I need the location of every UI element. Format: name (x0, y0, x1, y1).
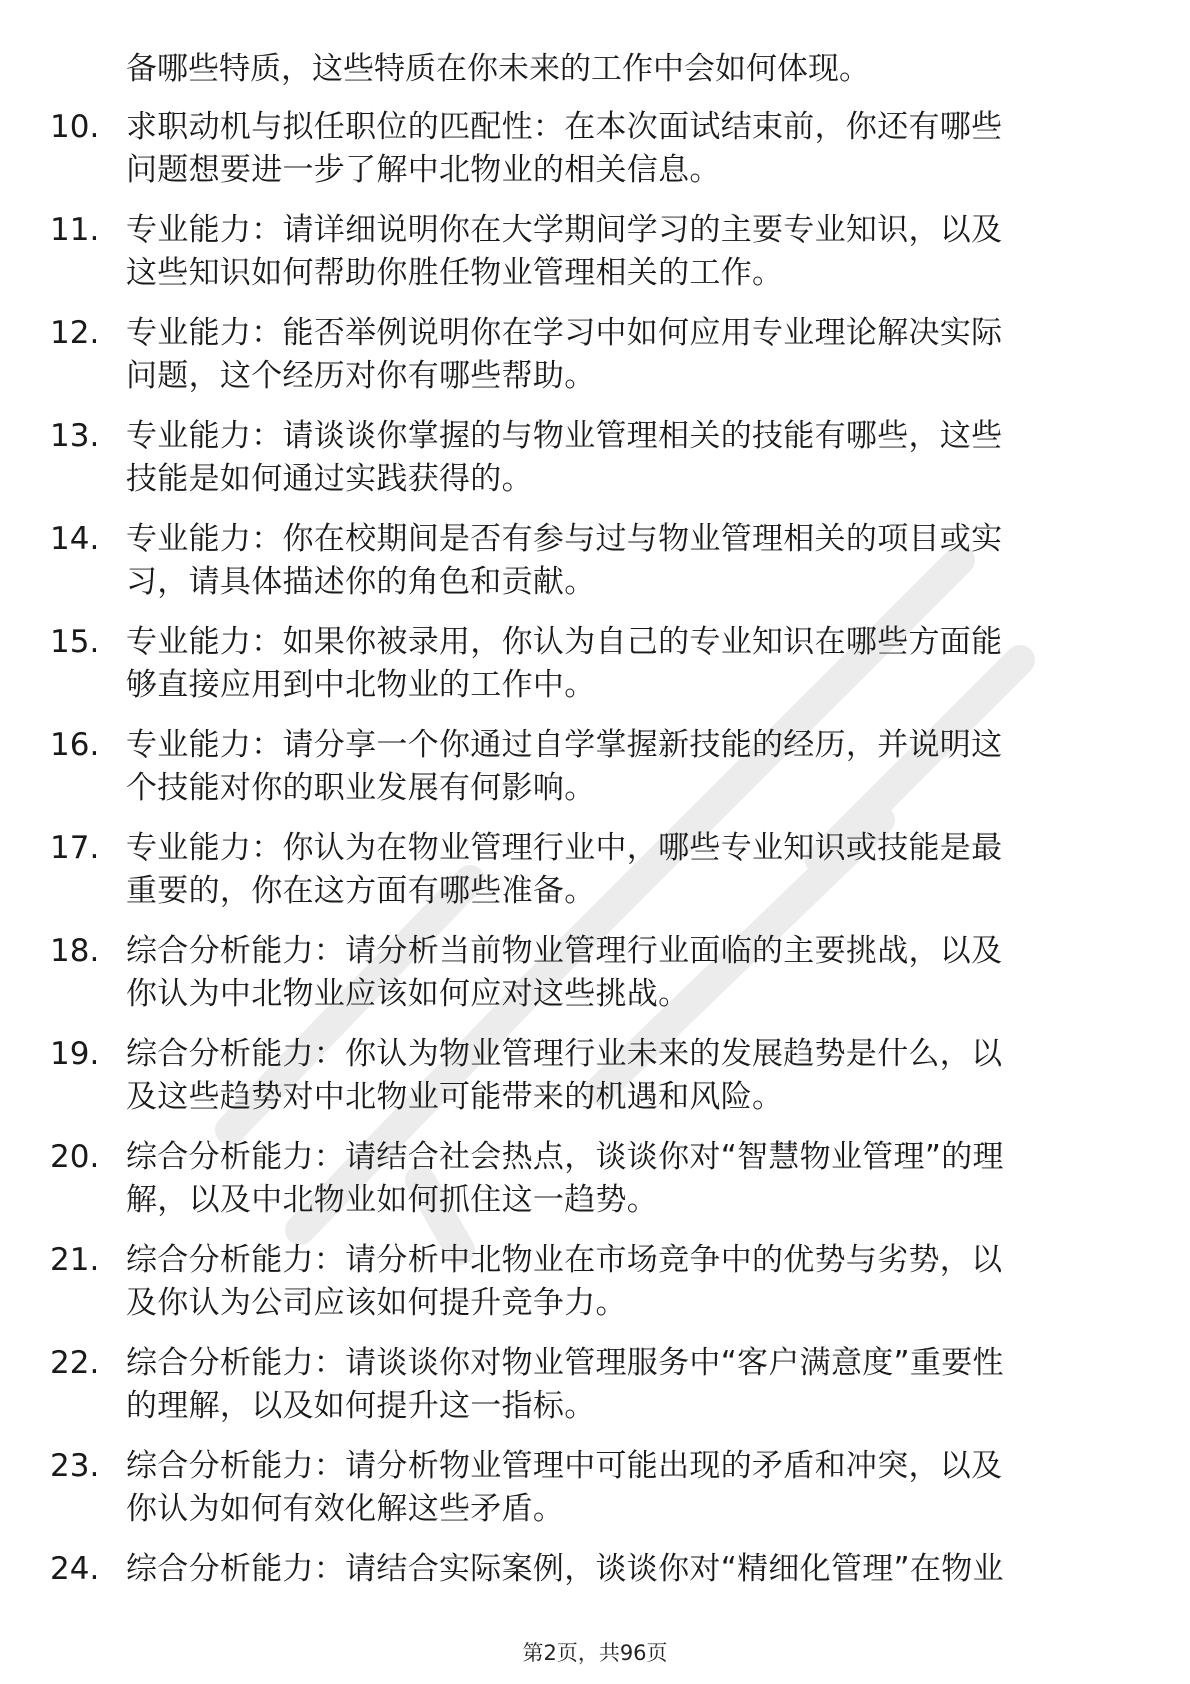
item-text: 专业能力：请谈谈你掌握的与物业管理相关的技能有哪些，这些 技能是如何通过实践获得的。 (126, 418, 1003, 497)
list-item (0, 1445, 1190, 1548)
list-item (0, 1548, 1190, 1651)
item-number: 14. (50, 521, 100, 557)
list-item (0, 930, 1190, 1033)
list-item (0, 106, 1190, 209)
item-number: 16. (50, 727, 100, 763)
item-number: 13. (50, 418, 100, 454)
list-item (0, 518, 1190, 621)
item-text: 综合分析能力：请分析物业管理中可能出现的矛盾和冲突，以及 你认为如何有效化解这些矛盾。 (126, 1448, 1003, 1527)
item-text: 综合分析能力：请结合实际案例，谈谈你对“精细化管理”在物业 (126, 1551, 1004, 1587)
item-text: 专业能力：请详细说明你在大学期间学习的主要专业知识，以及 这些知识如何帮助你胜任物业管理相关的工作。 (126, 212, 1003, 291)
item-number: 24. (50, 1551, 100, 1587)
list-item (0, 724, 1190, 827)
list-item (0, 1239, 1190, 1342)
item-text: 专业能力：你认为在物业管理行业中，哪些专业知识或技能是最 重要的，你在这方面有哪些准备。 (126, 830, 1003, 909)
item-number: 18. (50, 933, 100, 969)
list-item (0, 312, 1190, 415)
page-footer: 第2页，共96页 (522, 1641, 668, 1665)
item-number: 22. (50, 1345, 100, 1381)
item-number: 15. (50, 624, 100, 660)
list-item (0, 1033, 1190, 1136)
list-item (0, 209, 1190, 312)
item-number: 10. (50, 109, 100, 145)
item-text: 综合分析能力：请结合社会热点，谈谈你对“智慧物业管理”的理 解，以及中北物业如何抓住这一趋势。 (126, 1139, 1004, 1218)
item-text: 综合分析能力：你认为物业管理行业未来的发展趋势是什么，以 及这些趋势对中北物业可能带来的机遇和风险。 (126, 1036, 1003, 1115)
list-item (0, 415, 1190, 518)
list-item (0, 827, 1190, 930)
item-text: 专业能力：如果你被录用，你认为自己的专业知识在哪些方面能 够直接应用到中北物业的工作中。 (126, 624, 1003, 703)
item-number: 21. (50, 1242, 100, 1278)
item-number: 19. (50, 1036, 100, 1072)
question-list (0, 106, 1190, 1651)
item-text: 综合分析能力：请分析当前物业管理行业面临的主要挑战，以及 你认为中北物业应该如何应对这些挑战。 (126, 933, 1003, 1012)
list-item (0, 1136, 1190, 1239)
item-text: 专业能力：能否举例说明你在学习中如何应用专业理论解决实际 问题，这个经历对你有哪些帮助。 (126, 315, 1003, 394)
item-number: 23. (50, 1448, 100, 1484)
item-text: 求职动机与拟任职位的匹配性：在本次面试结束前，你还有哪些 问题想要进一步了解中北物业的相关信息。 (126, 109, 1003, 188)
item-text: 综合分析能力：请谈谈你对物业管理服务中“客户满意度”重要性 的理解，以及如何提升这一指标。 (126, 1345, 1004, 1424)
item-text: 综合分析能力：请分析中北物业在市场竞争中的优势与劣势，以 及你认为公司应该如何提升竞争力。 (126, 1242, 1003, 1321)
item-text: 专业能力：你在校期间是否有参与过与物业管理相关的项目或实 习，请具体描述你的角色和贡献。 (126, 521, 1003, 600)
item-number: 17. (50, 830, 100, 866)
list-item (0, 621, 1190, 724)
item-number: 11. (50, 212, 100, 248)
item-number: 20. (50, 1139, 100, 1175)
continuation-text: 备哪些特质，这些特质在你未来的工作中会如何体现。 (126, 51, 870, 87)
list-item (0, 1342, 1190, 1445)
item-text: 专业能力：请分享一个你通过自学掌握新技能的经历，并说明这 个技能对你的职业发展有何影响。 (126, 727, 1003, 806)
item-number: 12. (50, 315, 100, 351)
